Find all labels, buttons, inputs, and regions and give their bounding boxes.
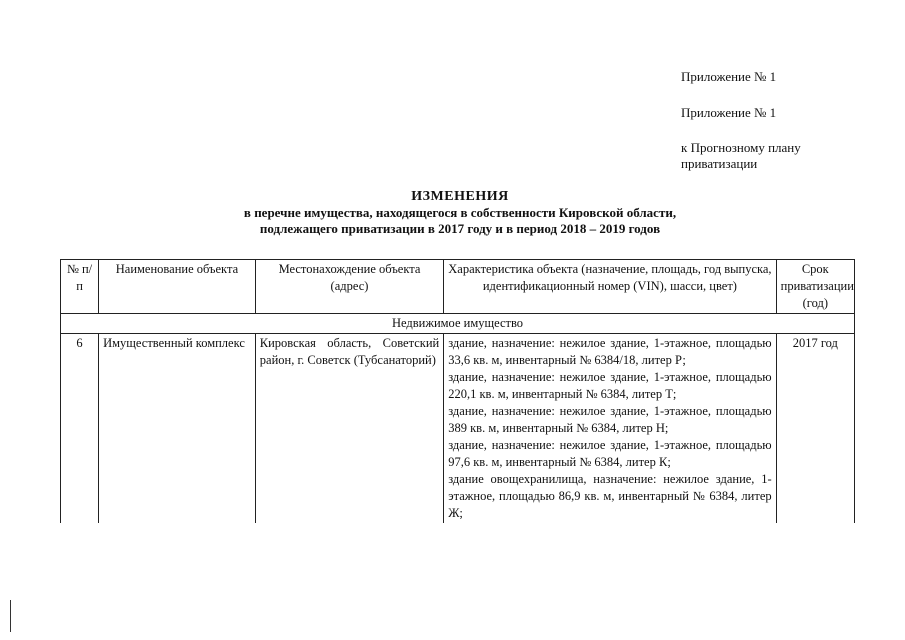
row-num: 6 <box>61 334 99 524</box>
characteristic-item: здание, назначение: нежилое здание, 1-этажное, площадью 97,6 кв. м, инвентарный № 6384, литер К; <box>448 438 772 469</box>
row-term: 2017 год <box>776 334 854 524</box>
document-subtitle-1: в перечне имущества, находящегося в собственности Кировской области, <box>243 205 677 220</box>
header-term: Срок приватизации (год) <box>776 260 854 314</box>
header-name: Наименование объекта <box>99 260 256 314</box>
scan-edge-mark <box>10 600 11 632</box>
appendix-line-1: Приложение № 1 <box>681 69 777 84</box>
appendix-reference: к Прогнозному плану приватизации <box>681 140 801 171</box>
section-label: Недвижимое имущество <box>61 314 855 334</box>
row-name: Имущественный комплекс <box>99 334 256 524</box>
characteristic-item: здание, назначение: нежилое здание, 1-этажное, площадью 220,1 кв. м, инвентарный № 6384, литер Т; <box>448 370 772 401</box>
characteristic-item: здание овощехранилища, назначение: нежилое здание, 1-этажное, площадью 86,9 кв. м, инвентарный № 6384, литер Ж; <box>448 472 772 520</box>
characteristic-item: здание, назначение: нежилое здание, 1-этажное, площадью 389 кв. м, инвентарный № 6384, литер Н; <box>448 404 772 435</box>
property-table <box>60 259 855 523</box>
row-characteristics <box>444 334 776 524</box>
document-title-block <box>150 188 770 237</box>
header-num: № п/п <box>61 260 99 314</box>
appendix-line-2: Приложение № 1 <box>681 105 777 120</box>
document-title: ИЗМЕНЕНИЯ <box>411 189 509 204</box>
row-location: Кировская область, Советский район, г. Советск (Тубсанаторий) <box>255 334 443 524</box>
characteristic-item: здание, назначение: нежилое здание, 1-этажное, площадью 33,6 кв. м, инвентарный № 6384/18, литер Р; <box>448 336 772 367</box>
table-header-row <box>61 260 855 314</box>
table-row <box>61 334 855 524</box>
document-subtitle-2: подлежащего приватизации в 2017 году и в период 2018 – 2019 годов <box>259 221 661 236</box>
section-row <box>61 314 855 334</box>
header-location: Местонахождение объекта (адрес) <box>255 260 443 314</box>
header-characteristics: Характеристика объекта (назначение, площадь, год выпуска, идентификационный номер (VIN), шасси, цвет) <box>444 260 776 314</box>
